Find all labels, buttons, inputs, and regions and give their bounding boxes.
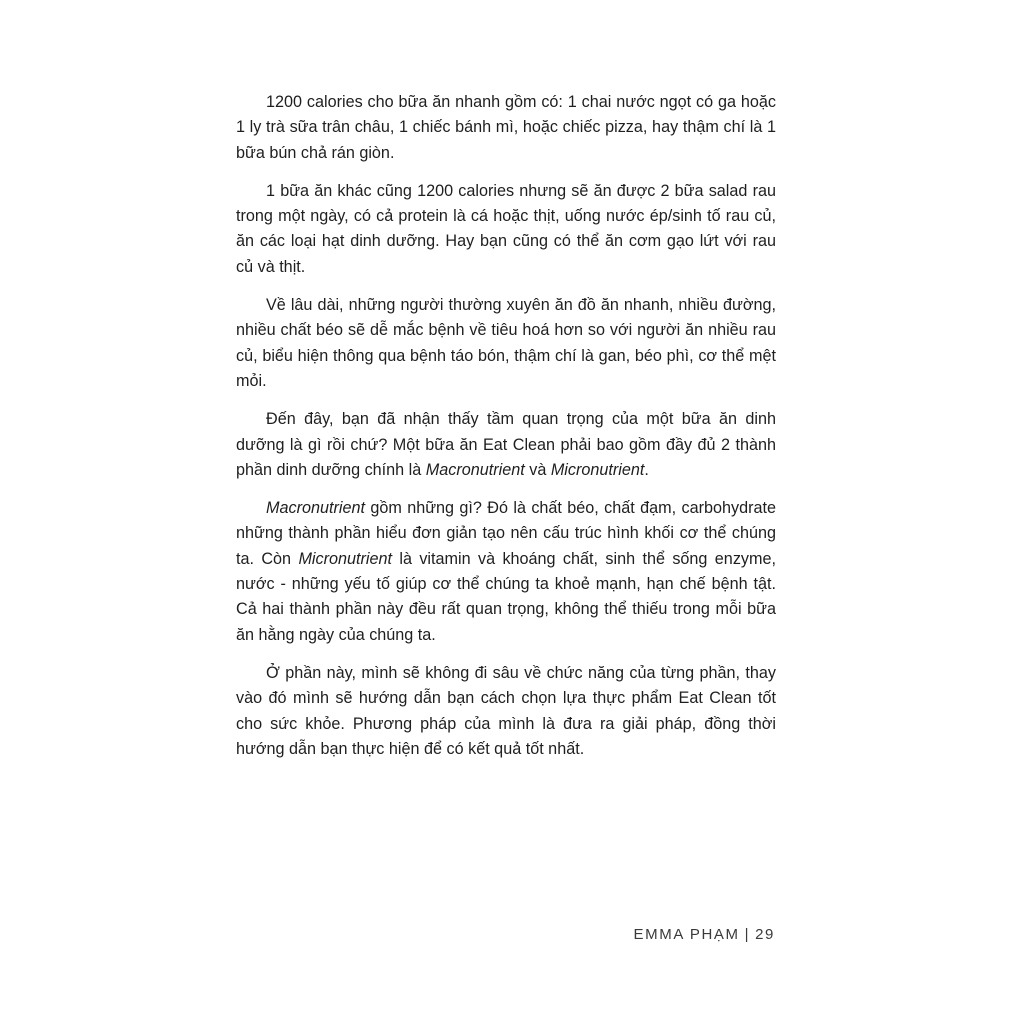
footer-separator: | [744,926,751,943]
footer-author: EMMA PHẠM [633,926,740,943]
paragraph-4-text-c: . [644,460,649,479]
paragraph-4-term-micronutrient: Micronutrient [550,460,645,479]
paragraph-4 [236,407,776,483]
paragraph-4-text-a: Đến đây, bạn đã nhận thấy tầm quan trọng của một bữa ăn dinh dưỡng là gì rồi chứ? Một bữa ăn Eat Clean phải bao gồm đầy đủ 2 thành phần dinh dưỡng chính là [236,410,776,479]
paragraph-3: Về lâu dài, những người thường xuyên ăn đồ ăn nhanh, nhiều đường, nhiều chất béo sẽ dễ mắc bệnh về tiêu hoá hơn so với người ăn nhiều rau củ, biểu hiện thông qua bệnh táo bón, thậm chí là gan, béo phì, cơ thể mệt mỏi. [236,296,776,390]
paragraph-1: 1200 calories cho bữa ăn nhanh gồm có: 1 chai nước ngọt có ga hoặc 1 ly trà sữa trân châu, 1 chiếc bánh mì, hoặc chiếc pizza, hay thậm chí là 1 bữa bún chả rán giòn. [236,93,776,162]
paragraph-5-term-macronutrient: Macronutrient [266,499,365,518]
paragraph-2: 1 bữa ăn khác cũng 1200 calories nhưng sẽ ăn được 2 bữa salad rau trong một ngày, có cả protein là cá hoặc thịt, uống nước ép/sinh tố rau củ, ăn các loại hạt dinh dưỡng. Hay bạn cũng có thể ăn cơm gạo lứt với rau củ và thịt. [236,181,776,276]
paragraph-5 [236,496,776,648]
paragraph-5-text-b: là vitamin và khoáng chất, sinh thể sống enzyme, nước - những yếu tố giúp cơ thể chúng ta khoẻ mạnh, hạn chế bệnh tật. Cả hai thành phần này đều rất quan trọng, không thể thiếu trong mỗi bữa ăn hằng ngày của chúng ta. [236,549,776,644]
paragraph-5-text-a: gồm những gì? Đó là chất béo, chất đạm, carbohydrate những thành phần hiểu đơn giản tạo nên cấu trúc hình khối cơ thể chúng ta. Còn [236,499,776,568]
page-number: 29 [755,926,775,943]
paragraph-6: Ở phần này, mình sẽ không đi sâu về chức năng của từng phần, thay vào đó mình sẽ hướng dẫn bạn cách chọn lựa thực phẩm Eat Clean tốt cho sức khỏe. Phương pháp của mình là đưa ra giải pháp, đồng thời hướng dẫn bạn thực hiện để có kết quả tốt nhất. [236,663,776,758]
paragraph-5-term-micronutrient: Micronutrient [298,549,392,568]
paragraph-4-text-b: và [524,460,551,479]
paragraph-4-term-macronutrient: Macronutrient [425,460,525,479]
page-footer [634,926,775,943]
page-body [236,90,776,775]
